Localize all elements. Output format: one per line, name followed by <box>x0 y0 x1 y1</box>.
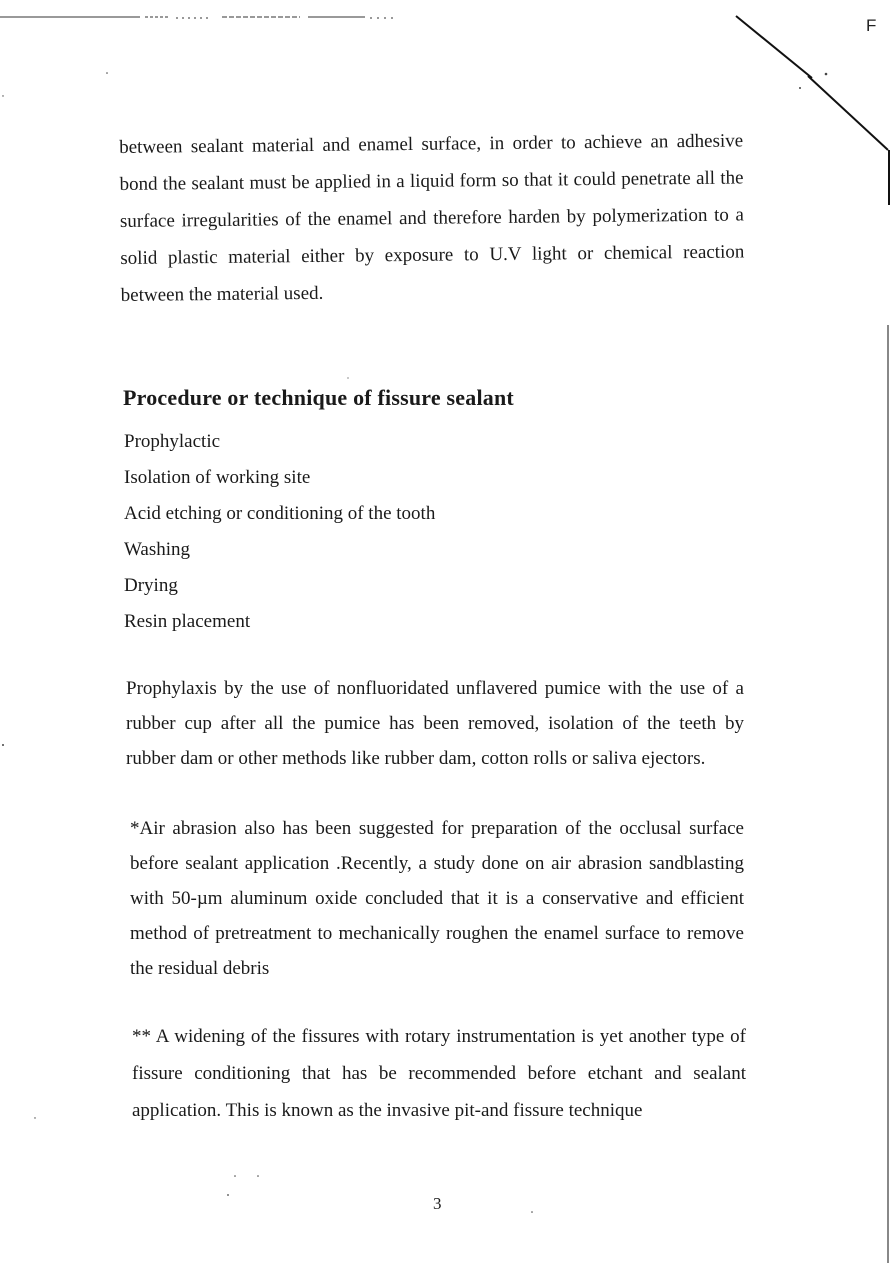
section-heading: Procedure or technique of fissure sealant <box>123 385 514 410</box>
intro-paragraph: between sealant material and enamel surface, in order to achieve an adhesive bond the sealant must be applied in a liquid form so that it could penetrate all the surface irregularities of the enamel and therefore harden by polymerization to a solid plastic material either by exposure to U.V light or chemical reaction between the material used. <box>119 130 745 306</box>
right-edge-lines <box>888 150 889 1263</box>
air-abrasion-paragraph: *Air abrasion also has been suggested for preparation of the occlusal surface before sealant application .Recently, a study done on air abrasion sandblasting with 50-µm aluminum oxide concluded that it is a conservative and efficient method of pretreatment to mechanically roughen the enamel surface to remove the residual debris <box>130 818 744 979</box>
corner-mark: F <box>866 16 877 35</box>
procedure-step: Prophylactic <box>124 431 221 452</box>
prophylaxis-paragraph: Prophylaxis by the use of nonfluoridated unflavered pumice with the use of a rubber cup after all the pumice has been removed, isolation of the teeth by rubber dam or other methods like rubber dam, cotton rolls or saliva ejectors. <box>126 678 744 769</box>
invasive-technique-paragraph: ** A widening of the fissures with rotary instrumentation is yet another type of fissure conditioning that has be recommended before etchant and sealant application. This is known as the invasive pit-and fissure technique <box>132 1026 746 1121</box>
page-fold-diagonal <box>736 16 888 150</box>
procedure-steps-list <box>124 424 435 640</box>
procedure-step: Acid etching or conditioning of the tooth <box>124 503 436 524</box>
procedure-step: Isolation of working site <box>124 467 311 488</box>
procedure-step: Drying <box>124 575 178 596</box>
page-number: 3 <box>433 1194 442 1213</box>
top-edge-rule <box>0 17 395 18</box>
procedure-step: Washing <box>124 539 191 560</box>
procedure-step: Resin placement <box>124 611 251 632</box>
